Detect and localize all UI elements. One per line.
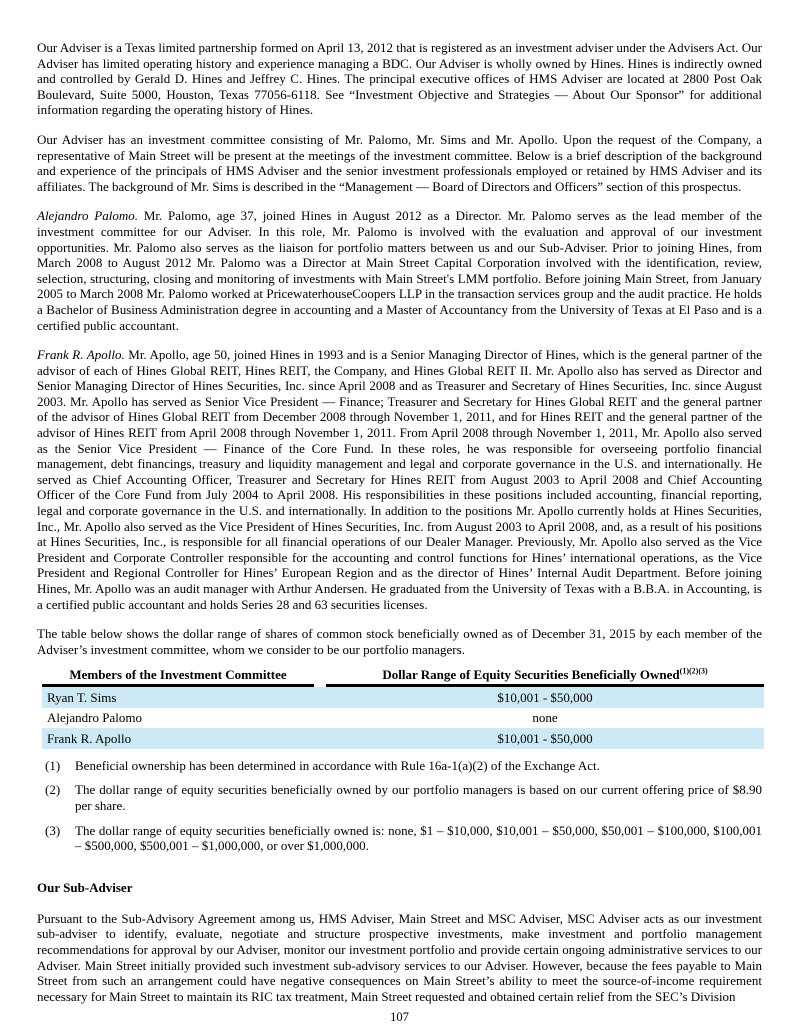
paragraph-palomo-bio (37, 208, 762, 333)
table-row (42, 728, 764, 749)
footnote-2 (37, 782, 762, 813)
column-header-dollar-range (326, 667, 764, 687)
footnote-marker: (3) (45, 822, 61, 838)
ownership-range: none (532, 710, 558, 726)
palomo-bio-text: Mr. Palomo, age 37, joined Hines in August 2012 as a Director. Mr. Palomo serves as the lead member of the investment committee for our Adviser. In this role, Mr. Palomo is involved with the evaluation and approval of our investment opportunities. Mr. Palomo also serves as the liaison for portfolio matters between us and our Sub-Adviser. Prior to joining Hines, from March 2008 to August 2012 Mr. Palomo was a Director at Main Street Capital Corporation involved with the identification, review, selection, structuring, closing and monitoring of investments with Main Street's LMM portfolio. Before joining Main Street, from January 2005 to March 2008 Mr. Palomo worked at PricewaterhouseCoopers LLP in the transaction services group and the audit practice. He holds a Bachelor of Business Administration degree in accounting and a Master of Accountancy from the University of Texas at El Paso and is a certified public accountant. (37, 208, 763, 333)
page-number: 107 (390, 1010, 409, 1025)
paragraph-apollo-bio (37, 347, 762, 612)
column-header-dollar-range-text: Dollar Range of Equity Securities Beneficially Owned (382, 667, 680, 683)
paragraph-table-intro: The table below shows the dollar range of shares of common stock beneficially owned as of December 31, 2015 by each member of the Adviser’s investment committee, whom we consider to be our portfolio managers. (37, 626, 762, 657)
sub-adviser-heading: Our Sub-Adviser (37, 879, 133, 895)
footnotes-section (37, 758, 762, 854)
footnote-1 (37, 758, 762, 774)
paragraph-adviser-overview: Our Adviser is a Texas limited partnership formed on April 13, 2012 that is registered as an investment adviser under the Advisers Act. Our Adviser has limited operating history and experience managing a BDC. Our Adviser is wholly owned by Hines. Hines is indirectly owned and controlled by Gerald D. Hines and Jeffrey C. Hines. The principal executive offices of HMS Adviser are located at 2800 Post Oak Boulevard, Suite 5000, Houston, Texas 77056-6118. See “Investment Objective and Strategies — About Our Sponsor” for additional information regarding the operating history of Hines. (37, 40, 762, 118)
ownership-range: $10,001 - $50,000 (497, 730, 593, 746)
ownership-table-header (42, 667, 764, 687)
member-name: Frank R. Apollo (47, 730, 132, 746)
table-row (42, 708, 764, 729)
member-name: Alejandro Palomo (47, 710, 142, 726)
paragraph-investment-committee: Our Adviser has an investment committee consisting of Mr. Palomo, Mr. Sims and Mr. Apollo. Upon the request of the Company, a representative of Main Street will be present at the meetings of the investment committee. Below is a brief description of the background and experience of the principals of HMS Adviser and the senior investment professionals employed or retained by HMS Adviser and its affiliates. The background of Mr. Sims is described in the “Management — Board of Directors and Officers” section of this prospectus. (37, 131, 762, 194)
footnote-reference-marks: (1)(2)(3) (679, 667, 708, 677)
footnote-text: The dollar range of equity securities beneficially owned is: none, $1 – $10,000, $10,001 – $50,000, $50,001 – $100,000, $100,001 – $500,000, $500,001 – $1,000,000, or over $1,000,000. (75, 822, 762, 854)
ownership-table (42, 667, 764, 749)
apollo-name-lead: Frank R. Apollo. (37, 347, 125, 363)
apollo-bio-text: Mr. Apollo, age 50, joined Hines in 1993 and is a Senior Managing Director of Hines, which is the general partner of the advisor of each of Hines Global REIT, Hines REIT, the Company, and Hines Global REIT II. Mr. Apollo also has served as Director and Senior Managing Director of Hines Securities, Inc. since April 2008 and as Treasurer and Secretary of Hines Securities, Inc. since August 2003. Mr. Apollo has served as Senior Vice President — Finance; Treasurer and Secretary for Hines Global REIT and the general partner of the advisor of Hines Global REIT from December 2008 through November 1, 2011, and for Hines REIT and the general partner of the advisor of Hines REIT from April 2008 through November 1, 2011. From April 2008 through November 1, 2011, Mr. Apollo also served as the Senior Vice President — Finance of the Core Fund. In these roles, he was responsible for overseeing portfolio financial management, debt financings, treasury and liquidity management and legal and corporate governance in the U.S. and internationally. He served as Chief Accounting Officer, Treasurer and Secretary for Hines REIT from August 2003 to April 2008 and Chief Accounting Officer of the Core Fund from July 2004 to April 2008. His responsibilities in these positions included accounting, financial reporting, legal and corporate governance in the U.S. and internationally. In addition to the positions Mr. Apollo currently holds at Hines Securities, Inc., Mr. Apollo also served as the Vice President of Hines Securities, Inc. from August 2003 to April 2008, and, as a result of his positions at Hines Securities, Inc., is responsible for all financial operations of our Dealer Manager. Previously, Mr. Apollo also served as the Vice President and Corporate Controller responsible for the accounting and control functions for Hines’ international operations, as the Vice President and Regional Controller for Hines’ European Region and as the director of Hines’ Internal Audit Department. Before joining Hines, Mr. Apollo was an audit manager with Arthur Andersen. He graduated from the University of Texas with a B.B.A. in Accounting, is a certified public accountant and holds Series 28 and 63 securities licenses. (37, 347, 763, 612)
footnote-marker: (1) (45, 757, 61, 773)
member-name: Ryan T. Sims (47, 689, 117, 705)
footnote-marker: (2) (45, 782, 61, 798)
table-row (42, 687, 764, 708)
footnote-text: Beneficial ownership has been determined in accordance with Rule 16a-1(a)(2) of the Exchange Act. (75, 757, 600, 773)
palomo-name-lead: Alejandro Palomo. (37, 208, 139, 224)
paragraph-sub-adviser: Pursuant to the Sub-Advisory Agreement among us, HMS Adviser, Main Street and MSC Adviser, MSC Adviser acts as our investment sub-adviser to identify, evaluate, negotiate and structure prospective investments, make investment and portfolio management recommendations for approval by our Adviser, monitor our investment portfolio and provide certain ongoing administrative services to our Adviser. Main Street initially provided such investment sub-advisory services to our Adviser. However, because the fees payable to Main Street from such an arrangement could have negative consequences on Main Street’s ability to meet the source-of-income requirement necessary for Main Street to maintain its RIC tax treatment, Main Street requested and obtained certain relief from the SEC’s Division (37, 910, 762, 1004)
footnote-text: The dollar range of equity securities beneficially owned by our portfolio managers is based on our current offering price of $8.90 per share. (75, 782, 762, 814)
ownership-range: $10,001 - $50,000 (497, 689, 593, 705)
footnote-3 (37, 823, 762, 854)
column-header-members: Members of the Investment Committee (42, 667, 314, 687)
